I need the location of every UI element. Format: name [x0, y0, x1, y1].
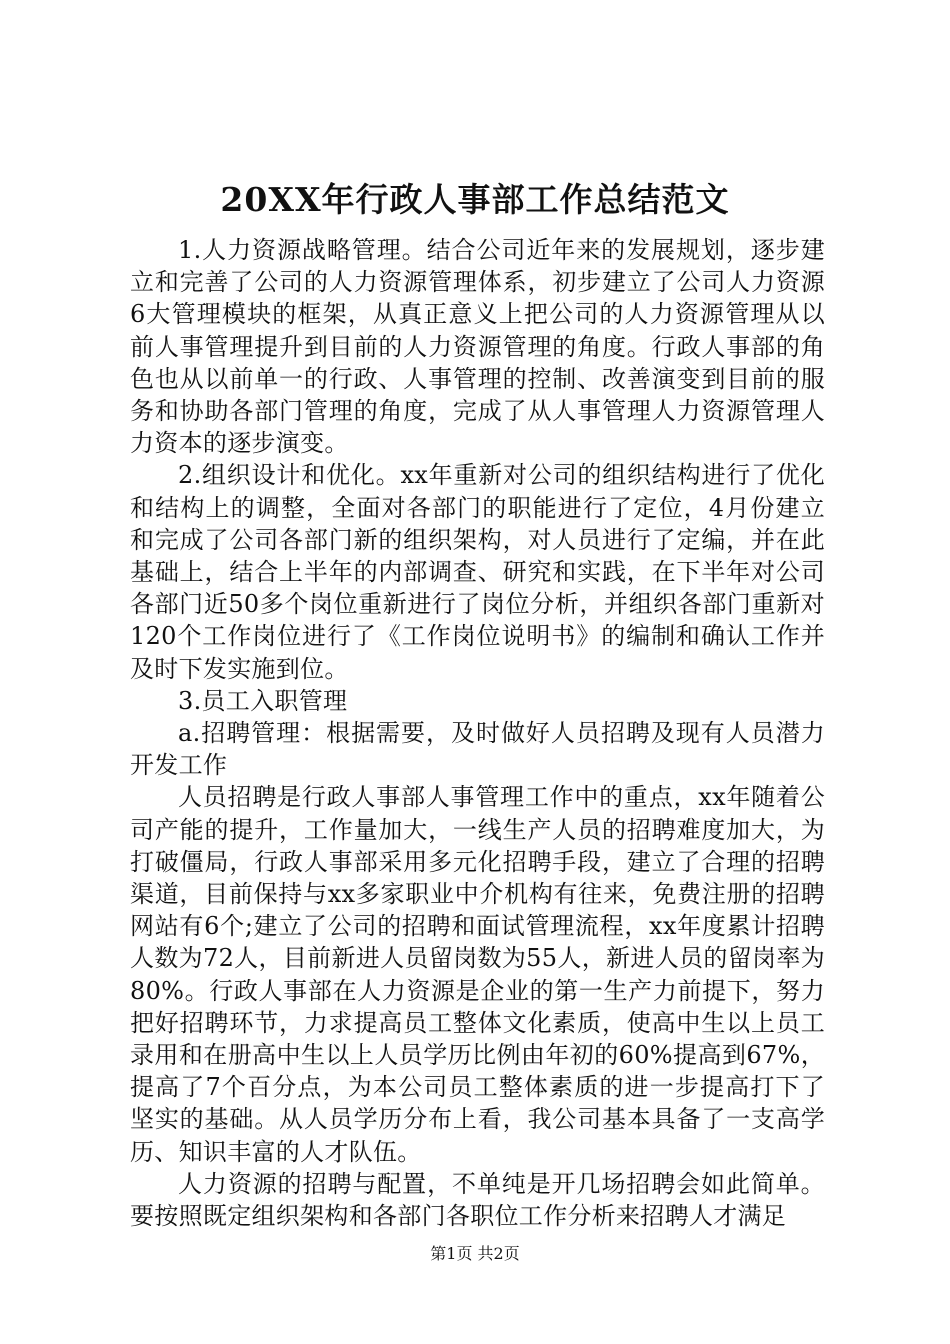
page-footer: 第1页 共2页: [430, 1244, 520, 1263]
paragraph-strategy: 1.人力资源战略管理。结合公司近年来的发展规划，逐步建立和完善了公司的人力资源管理体系，初步建立了公司人力资源6大管理模块的框架，从真正意义上把公司的人力资源管理从以前人事管理提升到目前的人力资源管理的角度。行政人事部的角色也从以前单一的行政、人事管理的控制、改善演变到目前的服务和协助各部门管理的角度，完成了从人事管理人力资源管理人力资本的逐步演变。: [130, 236, 825, 458]
paragraph-recruitment-allocation: 人力资源的招聘与配置，不单纯是开几场招聘会如此简单。要按照既定组织架构和各部门各职位工作分析来招聘人才满足: [130, 1169, 825, 1231]
document-title: 20XX年行政人事部工作总结范文: [220, 180, 730, 219]
paragraph-onboarding-heading: 3.员工入职管理: [178, 686, 348, 715]
document-body: [130, 234, 825, 1232]
paragraph-recruitment-detail: 人员招聘是行政人事部人事管理工作中的重点，xx年随着公司产能的提升，工作量加大，一线生产人员的招聘难度加大，为打破僵局，行政人事部采用多元化招聘手段，建立了合理的招聘渠道，目前保持与xx多家职业中介机构有往来，免费注册的招聘网站有6个;建立了公司的招聘和面试管理流程，xx年度累计招聘人数为72人，目前新进人员留岗数为55人，新进人员的留岗率为80%。行政人事部在人力资源是企业的第一生产力前提下，努力把好招聘环节，力求提高员工整体文化素质，使高中生以上员工录用和在册高中生以上人员学历比例由年初的60%提高到67%，提高了7个百分点，为本公司员工整体素质的进一步提高打下了坚实的基础。从人员学历分布上看，我公司基本具备了一支高学历、知识丰富的人才队伍。: [130, 783, 825, 1166]
paragraph-organization: 2.组织设计和优化。xx年重新对公司的组织结构进行了优化和结构上的调整，全面对各部门的职能进行了定位，4月份建立和完成了公司各部门新的组织架构，对人员进行了定编，并在此基础上，结合上半年的内部调查、研究和实践，在下半年对公司各部门近50多个岗位重新进行了岗位分析，并组织各部门重新对120个工作岗位进行了《工作岗位说明书》的编制和确认工作并及时下发实施到位。: [130, 461, 825, 683]
paragraph-recruitment-heading: a.招聘管理：根据需要，及时做好人员招聘及现有人员潜力开发工作: [130, 719, 825, 780]
